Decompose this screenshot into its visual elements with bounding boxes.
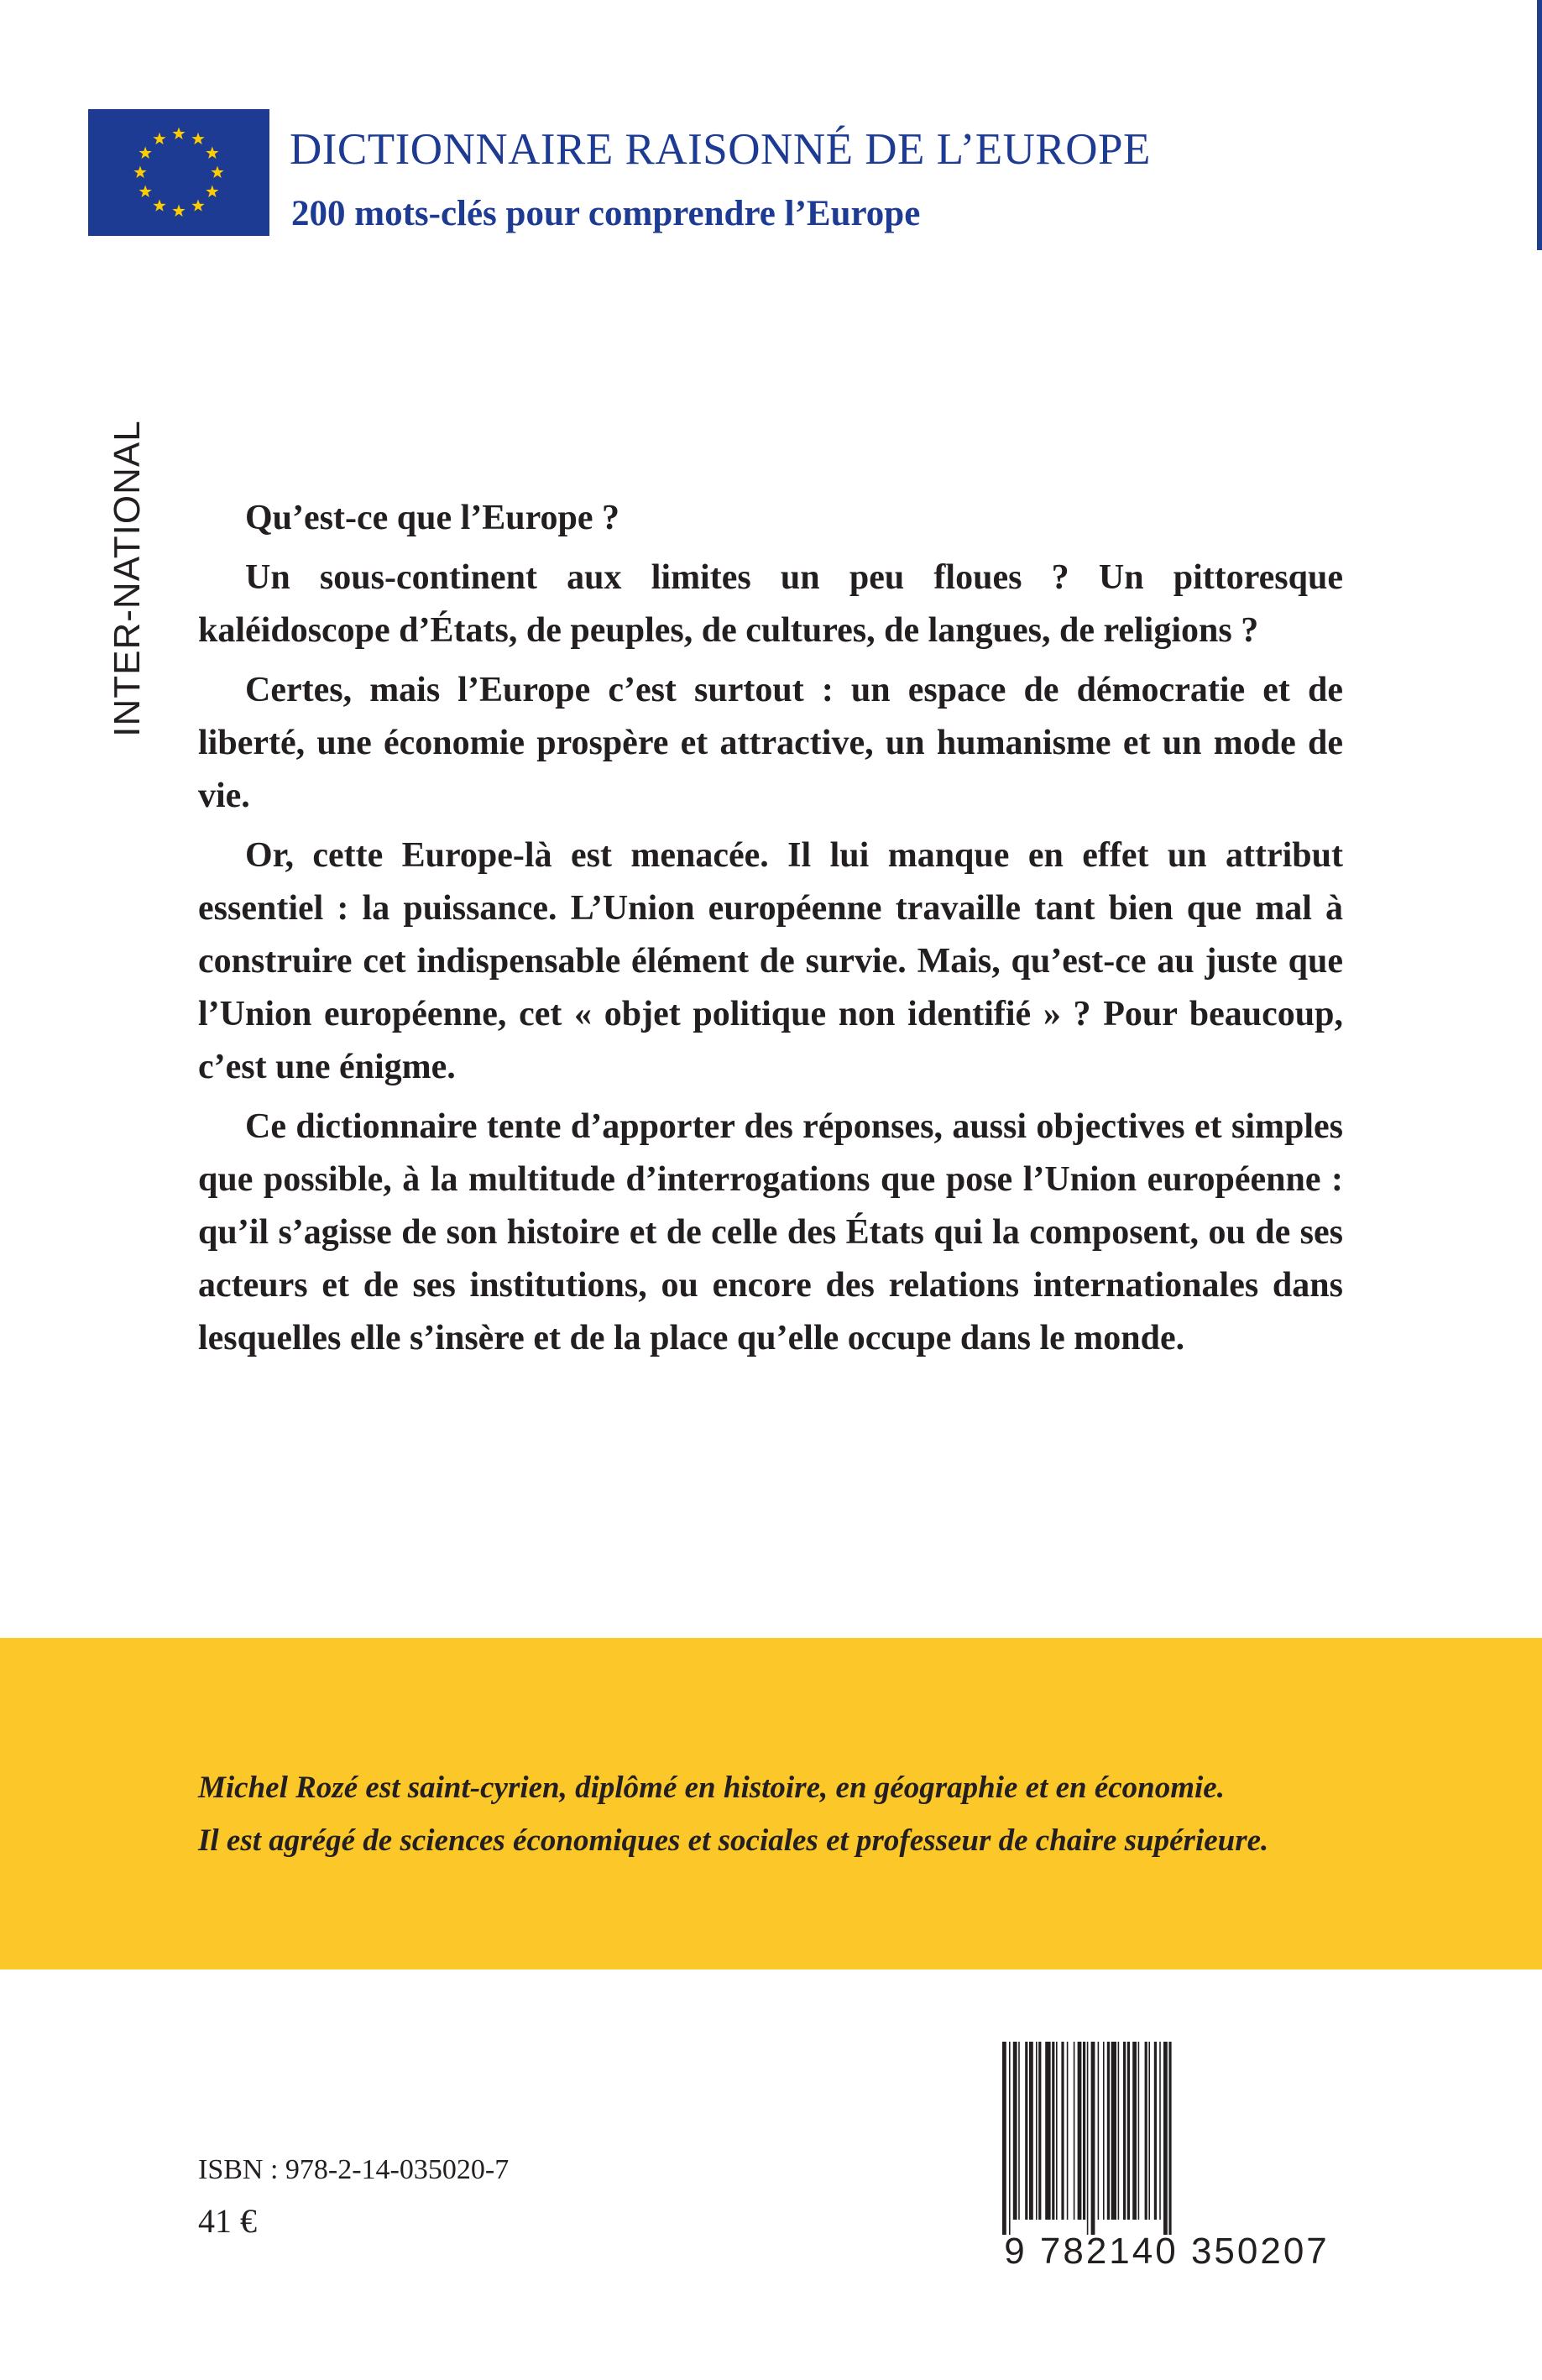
eu-flag-logo <box>88 109 269 236</box>
barcode-bar <box>1087 2042 1089 2235</box>
back-cover-blurb <box>198 492 1343 1372</box>
barcode-bar <box>1061 2042 1064 2220</box>
star-icon <box>153 199 165 211</box>
star-icon <box>172 205 185 217</box>
blurb-paragraph: Or, cette Europe-là est menacée. Il lui manque en effet un attribut essentiel : la puissance. L’Union européenne travaille tant bien que mal à construire cet indispensable élément de survie. Mais, qu’est-ce au juste que l’Union européenne, cet « objet politique non identifié » ? Pour beaucoup, c’est une énigme. <box>198 836 1343 1086</box>
blurb-paragraph: Certes, mais l’Europe c’est surtout : un espace de démocratie et de liberté, une économie prospère et attractive, un humanisme et un mode de vie. <box>198 671 1343 815</box>
barcode-bar <box>1111 2042 1116 2220</box>
spine-edge-bar <box>1537 0 1542 250</box>
barcode-bar <box>1036 2042 1038 2220</box>
barcode-bar <box>1132 2042 1137 2220</box>
barcode-bar <box>1138 2042 1140 2220</box>
book-title: DICTIONNAIRE RAISONNÉ DE L’EUROPE <box>290 125 1151 174</box>
barcode-bar <box>1018 2042 1020 2220</box>
author-name: Michel Rozé <box>198 1771 358 1805</box>
author-bio <box>198 1761 1432 1867</box>
barcode-bar <box>1025 2042 1027 2220</box>
barcode-bar <box>1013 2042 1017 2220</box>
author-bio-line-2: Il est agrégé de sciences économiques et sociales et professeur de chaire supérieure. <box>198 1823 1269 1858</box>
barcode-bar <box>1074 2042 1075 2220</box>
barcode-bar <box>1154 2042 1157 2220</box>
barcode-bar <box>1052 2042 1054 2220</box>
star-icon <box>191 199 204 211</box>
star-icon <box>139 186 152 197</box>
star-icon <box>133 166 146 178</box>
barcode-bar <box>1038 2042 1041 2220</box>
blurb-paragraph: Ce dictionnaire tente d’apporter des réponses, aussi objectives et simples que possible, à la multitude d’interrogations que pose l’Union européenne : qu’il s’agisse de son histoire et de celle des États qui la composent, ou de ses acteurs et de ses institutions, ou encore des relations internationales dans lesquelles elle s’insère et de la place qu’elle occupe dans le monde. <box>198 1107 1343 1357</box>
series-name: INTER-NATIONAL <box>107 420 148 737</box>
barcode-bar <box>1103 2042 1105 2220</box>
barcode-bar <box>1148 2042 1150 2220</box>
barcode-bar <box>1078 2042 1082 2220</box>
barcode-bar <box>1045 2042 1050 2220</box>
blurb-paragraph: Qu’est-ce que l’Europe ? <box>245 499 620 537</box>
barcode-bar <box>1163 2042 1168 2235</box>
barcode-bar <box>1029 2042 1033 2220</box>
barcode-bar <box>1145 2042 1147 2220</box>
isbn-text: ISBN : 978-2-14-035020-7 <box>198 2154 510 2185</box>
star-icon <box>211 166 223 178</box>
star-icon <box>172 128 185 139</box>
author-bio-line-1 <box>198 1761 1432 1814</box>
barcode-digits: 9 782140 350207 <box>1004 2231 1330 2272</box>
barcode-bar <box>1127 2042 1130 2220</box>
barcode-bar <box>1091 2042 1095 2235</box>
star-icon <box>139 147 152 159</box>
star-icon <box>153 133 165 144</box>
barcode-bar <box>1056 2042 1058 2220</box>
star-icon <box>206 147 218 159</box>
eu-flag-stars <box>88 109 269 236</box>
star-icon <box>191 133 204 144</box>
blurb-paragraph: Un sous-continent aux limites un peu floues ? Un pittoresque kaléidoscope d’États, de peuples, de cultures, de langues, de religions ? <box>198 558 1343 650</box>
barcode-bar <box>1107 2042 1110 2220</box>
barcode-bar <box>1002 2042 1006 2235</box>
barcode-bar <box>1159 2042 1161 2220</box>
book-subtitle: 200 mots-clés pour comprendre l’Europe <box>291 194 921 233</box>
author-bio-line-1-rest: est saint-cyrien, diplômé en histoire, en géographie et en économie. <box>358 1771 1225 1805</box>
barcode <box>999 2042 1335 2285</box>
barcode-bar <box>1123 2042 1126 2220</box>
barcode-bar <box>1168 2042 1171 2235</box>
barcode-bars <box>999 2042 1335 2235</box>
star-icon <box>206 186 218 197</box>
barcode-bar <box>1009 2042 1011 2235</box>
barcode-bar <box>1083 2042 1085 2220</box>
price-text: 41 € <box>198 2202 257 2240</box>
barcode-bar <box>1118 2042 1120 2220</box>
barcode-bar <box>1098 2042 1100 2220</box>
barcode-bar <box>1067 2042 1069 2220</box>
